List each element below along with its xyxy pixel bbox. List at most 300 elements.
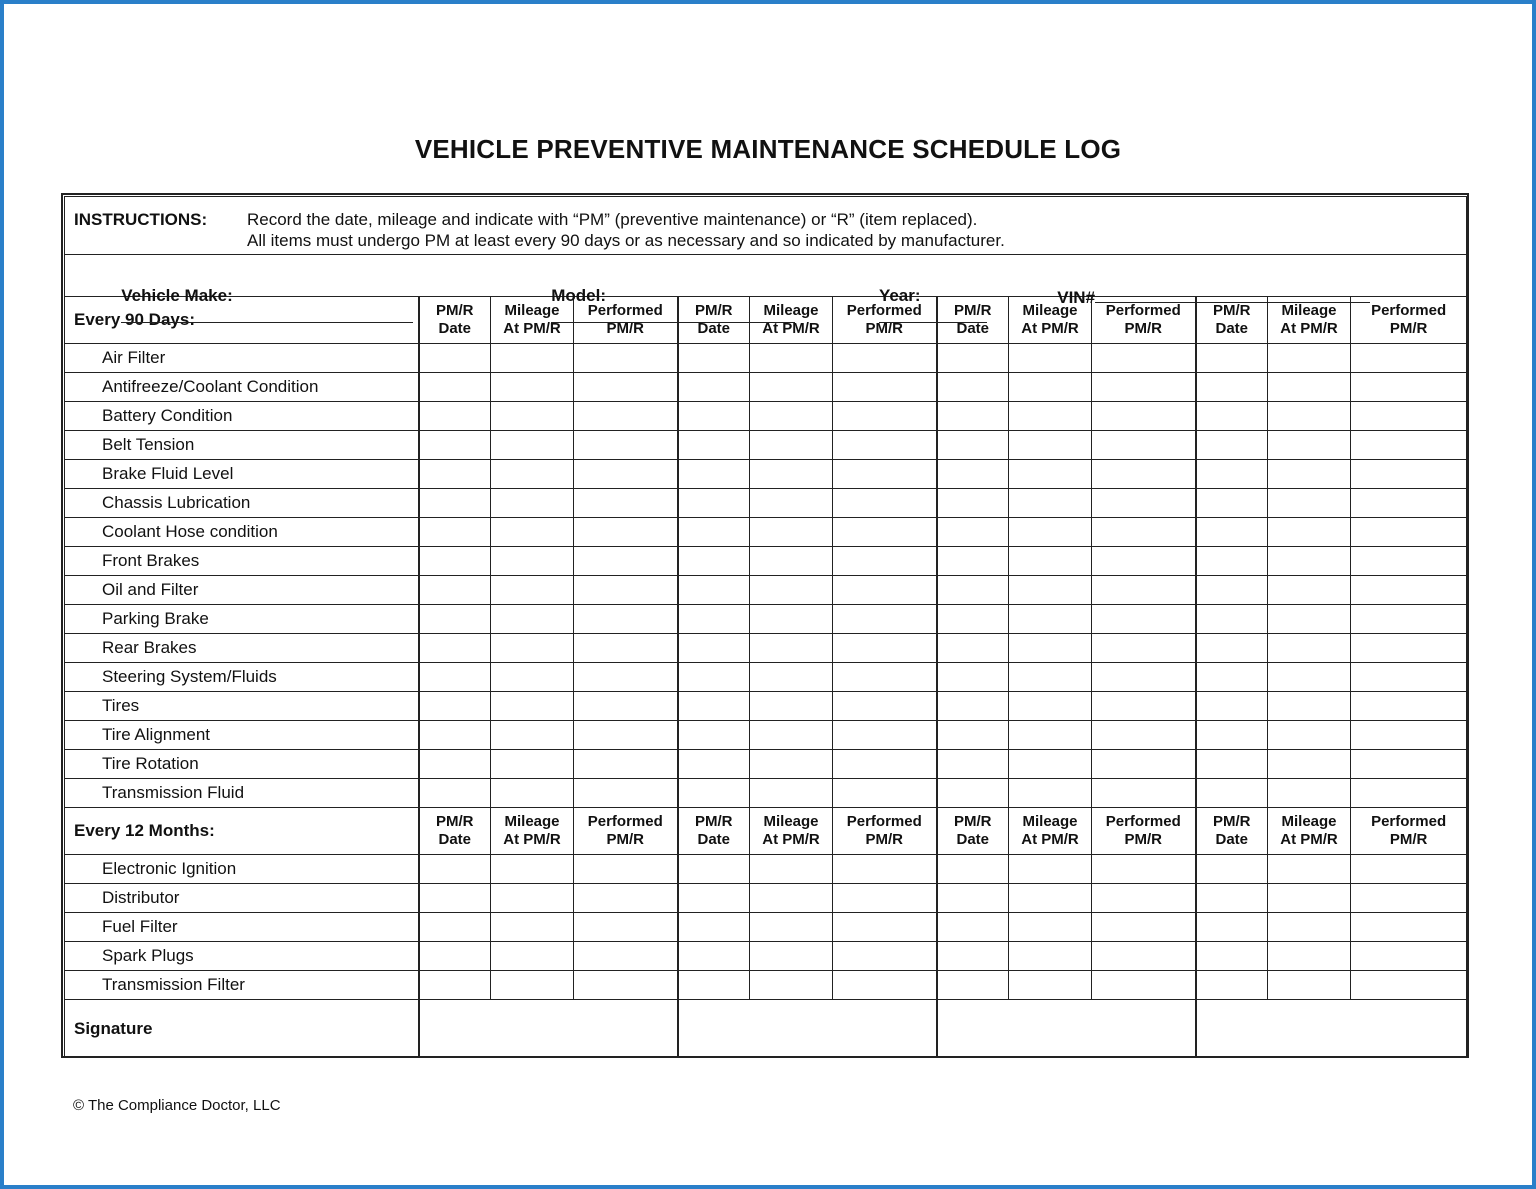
column-header-line-1: Mileage — [504, 302, 560, 319]
section-header-row — [65, 808, 1467, 855]
log-entry-cell[interactable] — [1351, 518, 1467, 547]
table-row — [65, 692, 1467, 721]
column-header — [419, 808, 491, 855]
log-entry-cell[interactable] — [1196, 576, 1268, 605]
log-entry-cell[interactable] — [1268, 373, 1351, 402]
log-entry-cell[interactable] — [419, 402, 491, 431]
log-entry-cell[interactable] — [1196, 721, 1268, 750]
log-entry-cell[interactable] — [1351, 884, 1467, 913]
log-entry-cell[interactable] — [937, 942, 1009, 971]
log-entry-cell[interactable] — [1196, 942, 1268, 971]
log-entry-cell[interactable] — [1196, 605, 1268, 634]
log-entry-cell[interactable] — [750, 692, 833, 721]
column-header-line-1: Mileage — [1022, 302, 1078, 319]
log-entry-cell[interactable] — [937, 721, 1009, 750]
log-entry-cell[interactable] — [574, 547, 678, 576]
log-entry-cell[interactable] — [1092, 971, 1196, 1000]
log-entry-cell[interactable] — [1268, 721, 1351, 750]
log-entry-cell[interactable] — [1268, 971, 1351, 1000]
log-entry-cell[interactable] — [491, 634, 574, 663]
log-entry-cell[interactable] — [1092, 547, 1196, 576]
log-entry-cell[interactable] — [833, 663, 937, 692]
log-entry-cell[interactable] — [833, 913, 937, 942]
log-entry-cell[interactable] — [1009, 692, 1092, 721]
log-entry-cell[interactable] — [574, 605, 678, 634]
log-entry-cell[interactable] — [1351, 489, 1467, 518]
log-entry-cell[interactable] — [491, 576, 574, 605]
signature-field[interactable] — [678, 1000, 937, 1058]
log-entry-cell[interactable] — [1196, 431, 1268, 460]
log-entry-cell[interactable] — [574, 518, 678, 547]
log-entry-cell[interactable] — [1268, 431, 1351, 460]
log-entry-cell[interactable] — [1268, 547, 1351, 576]
log-entry-cell[interactable] — [1351, 750, 1467, 779]
log-entry-cell[interactable] — [1196, 518, 1268, 547]
log-entry-cell[interactable] — [419, 692, 491, 721]
maintenance-item-label: Coolant Hose condition — [65, 518, 419, 547]
table-row — [65, 721, 1467, 750]
log-entry-cell[interactable] — [1009, 779, 1092, 808]
log-entry-cell[interactable] — [1268, 692, 1351, 721]
log-entry-cell[interactable] — [750, 576, 833, 605]
log-entry-cell[interactable] — [750, 431, 833, 460]
log-entry-cell[interactable] — [833, 576, 937, 605]
log-entry-cell[interactable] — [833, 634, 937, 663]
log-entry-cell[interactable] — [1009, 913, 1092, 942]
log-entry-cell[interactable] — [678, 518, 750, 547]
log-entry-cell[interactable] — [937, 518, 1009, 547]
log-entry-cell[interactable] — [1092, 721, 1196, 750]
log-entry-cell[interactable] — [574, 460, 678, 489]
log-entry-cell[interactable] — [491, 913, 574, 942]
log-entry-cell[interactable] — [678, 942, 750, 971]
log-entry-cell[interactable] — [419, 971, 491, 1000]
log-entry-cell[interactable] — [491, 373, 574, 402]
log-entry-cell[interactable] — [1009, 750, 1092, 779]
log-entry-cell[interactable] — [1351, 779, 1467, 808]
log-entry-cell[interactable] — [937, 489, 1009, 518]
log-entry-cell[interactable] — [419, 721, 491, 750]
log-entry-cell[interactable] — [1196, 913, 1268, 942]
log-entry-cell[interactable] — [678, 605, 750, 634]
log-entry-cell[interactable] — [750, 373, 833, 402]
log-entry-cell[interactable] — [1196, 373, 1268, 402]
log-entry-cell[interactable] — [1092, 373, 1196, 402]
log-entry-cell[interactable] — [1196, 489, 1268, 518]
log-entry-cell[interactable] — [750, 942, 833, 971]
log-entry-cell[interactable] — [1351, 942, 1467, 971]
log-entry-cell[interactable] — [1009, 576, 1092, 605]
log-entry-cell[interactable] — [419, 518, 491, 547]
log-entry-cell[interactable] — [678, 402, 750, 431]
column-header — [1009, 808, 1092, 855]
log-entry-cell[interactable] — [937, 431, 1009, 460]
log-entry-cell[interactable] — [1351, 971, 1467, 1000]
log-entry-cell[interactable] — [678, 576, 750, 605]
column-header-line-2: PM/R — [606, 831, 644, 848]
log-entry-cell[interactable] — [1092, 692, 1196, 721]
log-entry-cell[interactable] — [1009, 721, 1092, 750]
log-entry-cell[interactable] — [574, 431, 678, 460]
log-entry-cell[interactable] — [1268, 779, 1351, 808]
log-entry-cell[interactable] — [574, 971, 678, 1000]
log-entry-cell[interactable] — [1092, 750, 1196, 779]
log-entry-cell[interactable] — [678, 750, 750, 779]
log-entry-cell[interactable] — [1268, 605, 1351, 634]
log-entry-cell[interactable] — [419, 884, 491, 913]
log-entry-cell[interactable] — [1351, 460, 1467, 489]
log-entry-cell[interactable] — [1009, 971, 1092, 1000]
log-entry-cell[interactable] — [491, 779, 574, 808]
log-entry-cell[interactable] — [937, 884, 1009, 913]
log-entry-cell[interactable] — [574, 576, 678, 605]
column-header-line-1: PM/R — [436, 302, 474, 319]
log-entry-cell[interactable] — [491, 855, 574, 884]
log-entry-cell[interactable] — [419, 373, 491, 402]
table-row — [65, 460, 1467, 489]
log-entry-cell[interactable] — [1351, 431, 1467, 460]
column-header-line-1: PM/R — [1213, 302, 1251, 319]
log-entry-cell[interactable] — [491, 402, 574, 431]
log-entry-cell[interactable] — [1092, 779, 1196, 808]
log-entry-cell[interactable] — [750, 721, 833, 750]
log-entry-cell[interactable] — [1092, 913, 1196, 942]
column-header-line-2: Date — [438, 320, 471, 337]
vehicle-make-field[interactable] — [121, 306, 413, 323]
log-entry-cell[interactable] — [574, 721, 678, 750]
log-entry-cell[interactable] — [678, 373, 750, 402]
log-entry-cell[interactable] — [1009, 605, 1092, 634]
log-entry-cell[interactable] — [1009, 402, 1092, 431]
column-header-line-1: Performed — [846, 302, 922, 319]
log-entry-cell[interactable] — [750, 518, 833, 547]
log-entry-cell[interactable] — [937, 971, 1009, 1000]
log-entry-cell[interactable] — [833, 460, 937, 489]
log-entry-cell[interactable] — [937, 779, 1009, 808]
log-entry-cell[interactable] — [491, 692, 574, 721]
log-entry-cell[interactable] — [491, 489, 574, 518]
maintenance-item-label: Rear Brakes — [65, 634, 419, 663]
log-entry-cell[interactable] — [1268, 750, 1351, 779]
log-entry-cell[interactable] — [937, 634, 1009, 663]
log-entry-cell[interactable] — [1196, 547, 1268, 576]
log-entry-cell[interactable] — [1268, 855, 1351, 884]
log-entry-cell[interactable] — [491, 750, 574, 779]
log-entry-cell[interactable] — [833, 884, 937, 913]
log-entry-cell[interactable] — [491, 663, 574, 692]
log-entry-cell[interactable] — [1196, 460, 1268, 489]
log-entry-cell[interactable] — [419, 855, 491, 884]
log-entry-cell[interactable] — [833, 431, 937, 460]
log-entry-cell[interactable] — [750, 779, 833, 808]
log-entry-cell[interactable] — [419, 634, 491, 663]
log-entry-cell[interactable] — [1268, 518, 1351, 547]
log-entry-cell[interactable] — [678, 663, 750, 692]
log-entry-cell[interactable] — [1092, 855, 1196, 884]
log-entry-cell[interactable] — [833, 750, 937, 779]
log-entry-cell[interactable] — [491, 518, 574, 547]
log-entry-cell[interactable] — [833, 779, 937, 808]
log-entry-cell[interactable] — [1092, 663, 1196, 692]
log-entry-cell[interactable] — [491, 605, 574, 634]
log-entry-cell[interactable] — [1009, 373, 1092, 402]
log-entry-cell[interactable] — [574, 402, 678, 431]
maintenance-item-label: Transmission Filter — [65, 971, 419, 1000]
log-entry-cell[interactable] — [1351, 576, 1467, 605]
log-entry-cell[interactable] — [1092, 884, 1196, 913]
log-entry-cell[interactable] — [833, 518, 937, 547]
log-entry-cell[interactable] — [491, 721, 574, 750]
signature-label: Signature — [65, 1000, 419, 1058]
column-header-line-2: Date — [697, 831, 730, 848]
log-entry-cell[interactable] — [833, 971, 937, 1000]
log-entry-cell[interactable] — [1009, 547, 1092, 576]
log-entry-cell[interactable] — [574, 489, 678, 518]
log-entry-cell[interactable] — [750, 460, 833, 489]
log-entry-cell[interactable] — [937, 663, 1009, 692]
log-entry-cell[interactable] — [1351, 692, 1467, 721]
log-entry-cell[interactable] — [750, 663, 833, 692]
log-entry-cell[interactable] — [750, 971, 833, 1000]
log-entry-cell[interactable] — [1351, 547, 1467, 576]
log-entry-cell[interactable] — [574, 942, 678, 971]
maintenance-item-label: Brake Fluid Level — [65, 460, 419, 489]
log-entry-cell[interactable] — [1196, 634, 1268, 663]
table-row — [65, 605, 1467, 634]
log-entry-cell[interactable] — [419, 460, 491, 489]
log-entry-cell[interactable] — [574, 779, 678, 808]
log-entry-cell[interactable] — [937, 547, 1009, 576]
log-entry-cell[interactable] — [1092, 605, 1196, 634]
log-entry-cell[interactable] — [1351, 855, 1467, 884]
maintenance-item-label: Fuel Filter — [65, 913, 419, 942]
log-entry-cell[interactable] — [1092, 460, 1196, 489]
column-header — [678, 808, 750, 855]
log-entry-cell[interactable] — [1092, 518, 1196, 547]
log-entry-cell[interactable] — [1009, 489, 1092, 518]
log-entry-cell[interactable] — [750, 489, 833, 518]
log-entry-cell[interactable] — [1009, 518, 1092, 547]
log-entry-cell[interactable] — [1351, 634, 1467, 663]
column-header-line-1: PM/R — [695, 302, 733, 319]
column-header-line-1: PM/R — [695, 813, 733, 830]
log-entry-cell[interactable] — [678, 431, 750, 460]
log-entry-cell[interactable] — [1268, 402, 1351, 431]
log-entry-cell[interactable] — [750, 634, 833, 663]
log-entry-cell[interactable] — [1268, 884, 1351, 913]
log-entry-cell[interactable] — [419, 547, 491, 576]
log-entry-cell[interactable] — [419, 576, 491, 605]
log-entry-cell[interactable] — [1009, 431, 1092, 460]
log-entry-cell[interactable] — [833, 373, 937, 402]
log-entry-cell[interactable] — [833, 547, 937, 576]
log-entry-cell[interactable] — [678, 721, 750, 750]
log-entry-cell[interactable] — [937, 373, 1009, 402]
maintenance-item-label: Antifreeze/Coolant Condition — [65, 373, 419, 402]
maintenance-item-label: Tire Rotation — [65, 750, 419, 779]
log-entry-cell[interactable] — [937, 913, 1009, 942]
log-entry-cell[interactable] — [574, 663, 678, 692]
log-entry-cell[interactable] — [1351, 344, 1467, 373]
log-entry-cell[interactable] — [1351, 913, 1467, 942]
log-entry-cell[interactable] — [574, 692, 678, 721]
log-entry-cell[interactable] — [1351, 402, 1467, 431]
log-entry-cell[interactable] — [574, 373, 678, 402]
signature-field[interactable] — [419, 1000, 678, 1058]
log-entry-cell[interactable] — [678, 634, 750, 663]
log-entry-cell[interactable] — [1196, 779, 1268, 808]
table-row — [65, 779, 1467, 808]
vehicle-make-label: Vehicle Make: — [121, 286, 233, 305]
signature-row — [65, 1000, 1467, 1058]
log-entry-cell[interactable] — [574, 855, 678, 884]
log-entry-cell[interactable] — [1268, 489, 1351, 518]
log-entry-cell[interactable] — [419, 750, 491, 779]
log-entry-cell[interactable] — [937, 576, 1009, 605]
log-entry-cell[interactable] — [833, 605, 937, 634]
log-entry-cell[interactable] — [1196, 971, 1268, 1000]
log-entry-cell[interactable] — [1092, 634, 1196, 663]
log-entry-cell[interactable] — [1268, 663, 1351, 692]
log-entry-cell[interactable] — [1351, 605, 1467, 634]
log-entry-cell[interactable] — [419, 913, 491, 942]
log-entry-cell[interactable] — [419, 344, 491, 373]
column-header — [937, 808, 1009, 855]
log-entry-cell[interactable] — [833, 855, 937, 884]
log-entry-cell[interactable] — [1009, 884, 1092, 913]
column-header-line-1: PM/R — [436, 813, 474, 830]
table-row — [65, 489, 1467, 518]
log-entry-cell[interactable] — [491, 460, 574, 489]
log-entry-cell[interactable] — [678, 913, 750, 942]
model-field[interactable] — [551, 306, 795, 323]
table-row — [65, 942, 1467, 971]
log-entry-cell[interactable] — [750, 913, 833, 942]
log-entry-cell[interactable] — [419, 942, 491, 971]
log-entry-cell[interactable] — [1351, 721, 1467, 750]
log-entry-cell[interactable] — [419, 605, 491, 634]
log-entry-cell[interactable] — [419, 779, 491, 808]
log-entry-cell[interactable] — [574, 913, 678, 942]
log-entry-cell[interactable] — [833, 692, 937, 721]
log-entry-cell[interactable] — [678, 779, 750, 808]
log-entry-cell[interactable] — [1009, 634, 1092, 663]
log-entry-cell[interactable] — [678, 884, 750, 913]
log-entry-cell[interactable] — [1092, 431, 1196, 460]
log-entry-cell[interactable] — [1268, 942, 1351, 971]
log-entry-cell[interactable] — [1351, 663, 1467, 692]
log-entry-cell[interactable] — [678, 971, 750, 1000]
log-entry-cell[interactable] — [1196, 344, 1268, 373]
log-entry-cell[interactable] — [1092, 942, 1196, 971]
signature-field[interactable] — [1196, 1000, 1467, 1058]
log-entry-cell[interactable] — [491, 971, 574, 1000]
log-entry-cell[interactable] — [750, 855, 833, 884]
log-entry-cell[interactable] — [678, 460, 750, 489]
log-entry-cell[interactable] — [419, 663, 491, 692]
log-entry-cell[interactable] — [419, 489, 491, 518]
instructions-line-1: Record the date, mileage and indicate with “PM” (preventive maintenance) or “R” (item replaced). — [247, 210, 978, 229]
log-entry-cell[interactable] — [1196, 750, 1268, 779]
log-entry-cell[interactable] — [1009, 855, 1092, 884]
log-entry-cell[interactable] — [574, 884, 678, 913]
log-entry-cell[interactable] — [1196, 692, 1268, 721]
table-row — [65, 518, 1467, 547]
log-entry-cell[interactable] — [574, 750, 678, 779]
log-entry-cell[interactable] — [1268, 576, 1351, 605]
log-entry-cell[interactable] — [750, 547, 833, 576]
log-entry-cell[interactable] — [833, 489, 937, 518]
log-entry-cell[interactable] — [678, 489, 750, 518]
log-entry-cell[interactable] — [1009, 942, 1092, 971]
log-entry-cell[interactable] — [1268, 344, 1351, 373]
log-entry-cell[interactable] — [750, 750, 833, 779]
log-entry-cell[interactable] — [1196, 402, 1268, 431]
vin-field[interactable] — [1095, 286, 1370, 303]
column-header — [574, 808, 678, 855]
log-entry-cell[interactable] — [937, 750, 1009, 779]
log-entry-cell[interactable] — [1009, 663, 1092, 692]
year-field[interactable] — [879, 306, 987, 323]
log-entry-cell[interactable] — [1092, 402, 1196, 431]
log-entry-cell[interactable] — [750, 402, 833, 431]
log-entry-cell[interactable] — [491, 884, 574, 913]
maintenance-item-label: Belt Tension — [65, 431, 419, 460]
log-entry-cell[interactable] — [833, 942, 937, 971]
log-entry-cell[interactable] — [419, 431, 491, 460]
log-entry-cell[interactable] — [1092, 489, 1196, 518]
log-entry-cell[interactable] — [1196, 884, 1268, 913]
column-header-line-2: Date — [438, 831, 471, 848]
log-entry-cell[interactable] — [937, 855, 1009, 884]
log-entry-cell[interactable] — [1196, 663, 1268, 692]
log-entry-cell[interactable] — [1268, 634, 1351, 663]
log-entry-cell[interactable] — [750, 884, 833, 913]
log-entry-cell[interactable] — [491, 431, 574, 460]
log-entry-cell[interactable] — [1092, 576, 1196, 605]
log-entry-cell[interactable] — [1009, 344, 1092, 373]
signature-field[interactable] — [937, 1000, 1196, 1058]
maintenance-item-label: Air Filter — [65, 344, 419, 373]
column-header-line-2: PM/R — [1124, 831, 1162, 848]
log-entry-cell[interactable] — [1092, 344, 1196, 373]
log-entry-cell[interactable] — [750, 605, 833, 634]
table-row — [65, 576, 1467, 605]
section-title: Every 90 Days: — [65, 297, 419, 344]
column-header-line-1: Performed — [587, 302, 663, 319]
log-entry-cell[interactable] — [1009, 460, 1092, 489]
table-row — [65, 431, 1467, 460]
log-entry-cell[interactable] — [491, 547, 574, 576]
log-entry-cell[interactable] — [833, 721, 937, 750]
log-entry-cell[interactable] — [574, 634, 678, 663]
log-entry-cell[interactable] — [491, 942, 574, 971]
log-entry-cell[interactable] — [1351, 373, 1467, 402]
table-row — [65, 913, 1467, 942]
log-entry-cell[interactable] — [937, 460, 1009, 489]
log-entry-cell[interactable] — [678, 855, 750, 884]
log-entry-cell[interactable] — [1268, 460, 1351, 489]
log-entry-cell[interactable] — [678, 692, 750, 721]
log-entry-cell[interactable] — [1268, 913, 1351, 942]
log-entry-cell[interactable] — [937, 605, 1009, 634]
log-entry-cell[interactable] — [678, 547, 750, 576]
log-entry-cell[interactable] — [1196, 855, 1268, 884]
log-entry-cell[interactable] — [833, 402, 937, 431]
log-entry-cell[interactable] — [937, 402, 1009, 431]
table-row — [65, 884, 1467, 913]
log-entry-cell[interactable] — [937, 692, 1009, 721]
